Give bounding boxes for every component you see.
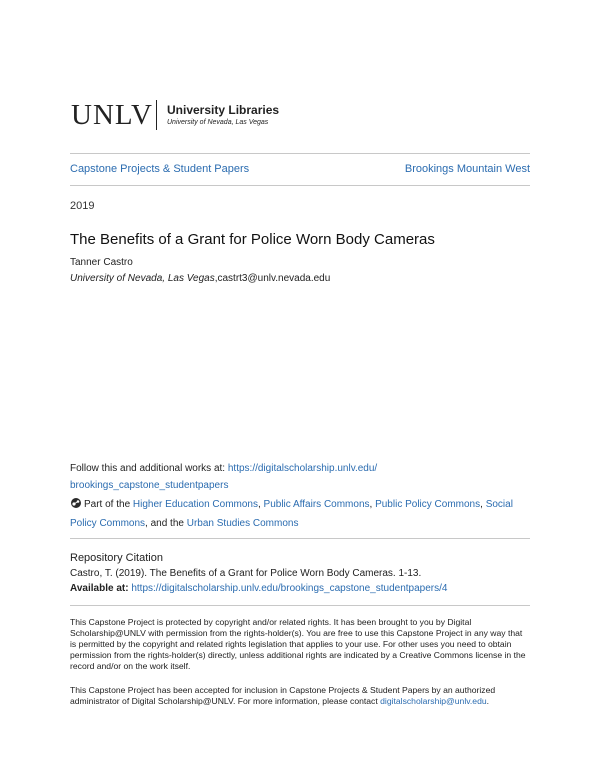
rights-divider (70, 605, 530, 606)
rights-statement: This Capstone Project is protected by copyright and/or related rights. It has been brought to you by Digital Scholarship@UNLV with permission from the rights-holder(s). You are free to use this Capstone Project in any way that is permitted by the copyright and related rights legislation that applies to your use. For other uses you need to obtain permission from the rights-holder(s) directly, unless additional rights are indicated by a Creative Commons license in the record and/or on the work itself. (70, 617, 526, 671)
publication-year: 2019 (70, 200, 95, 212)
part-of-separator: , (480, 499, 486, 510)
follow-link-part1[interactable]: https://digitalscholarship.unlv.edu/ (227, 463, 378, 474)
part-of-section (70, 496, 530, 532)
part-of-separator: , (257, 499, 264, 510)
library-name: University Libraries (167, 103, 280, 117)
public-affairs-commons-link[interactable]: Public Affairs Commons (263, 499, 370, 510)
follow-section (70, 460, 530, 494)
part-of-separator: , (369, 499, 376, 510)
series-link[interactable]: Brookings Mountain West (404, 163, 530, 175)
acceptance-end: . (486, 696, 490, 706)
urban-studies-commons-link[interactable]: Urban Studies Commons (186, 518, 299, 529)
author-affiliation: University of Nevada, Las Vegas,castrt3@unlv.nevada.edu (70, 273, 331, 284)
follow-link-part2[interactable]: brookings_capstone_studentpapers (70, 480, 229, 491)
acceptance-statement (70, 685, 530, 707)
follow-prefix: Follow this and additional works at: (70, 463, 228, 474)
part-of-and-the: , and the (145, 518, 187, 529)
available-at (70, 581, 540, 596)
citation-heading: Repository Citation (70, 552, 163, 564)
unlv-logo: UNLV (71, 99, 153, 131)
citation-text: Castro, T. (2019). The Benefits of a Grant for Police Worn Body Cameras. 1-13. (70, 568, 422, 579)
contact-email-link[interactable]: digitalscholarship@unlv.edu (380, 696, 487, 706)
commons-network-icon (70, 497, 82, 515)
library-subtitle: University of Nevada, Las Vegas (167, 119, 269, 126)
nav-divider (70, 185, 530, 186)
paper-title: The Benefits of a Grant for Police Worn Body Cameras (70, 231, 435, 248)
part-of-prefix: Part of the (84, 499, 133, 510)
top-divider (70, 153, 530, 154)
public-policy-commons-link[interactable]: Public Policy Commons (375, 499, 481, 510)
author-name: Tanner Castro (70, 257, 133, 268)
available-label: Available at: (70, 583, 129, 594)
social-policy-commons-link[interactable]: Social Policy Commons (70, 499, 513, 529)
logo-divider (156, 100, 157, 130)
acceptance-text: This Capstone Project has been accepted for inclusion in Capstone Projects & Student Papers by an authorized administrator of Digital Scholarship@UNLV. For more information, please contact (70, 685, 496, 706)
collection-link[interactable]: Capstone Projects & Student Papers (70, 163, 250, 175)
author-email: castrt3@unlv.nevada.edu (217, 273, 331, 284)
citation-divider (70, 538, 530, 539)
higher-education-commons-link[interactable]: Higher Education Commons (132, 499, 258, 510)
citation-block (70, 566, 540, 596)
affiliation-name: University of Nevada, Las Vegas (70, 273, 215, 284)
available-url-link[interactable]: https://digitalscholarship.unlv.edu/brookings_capstone_studentpapers/4 (131, 583, 448, 594)
